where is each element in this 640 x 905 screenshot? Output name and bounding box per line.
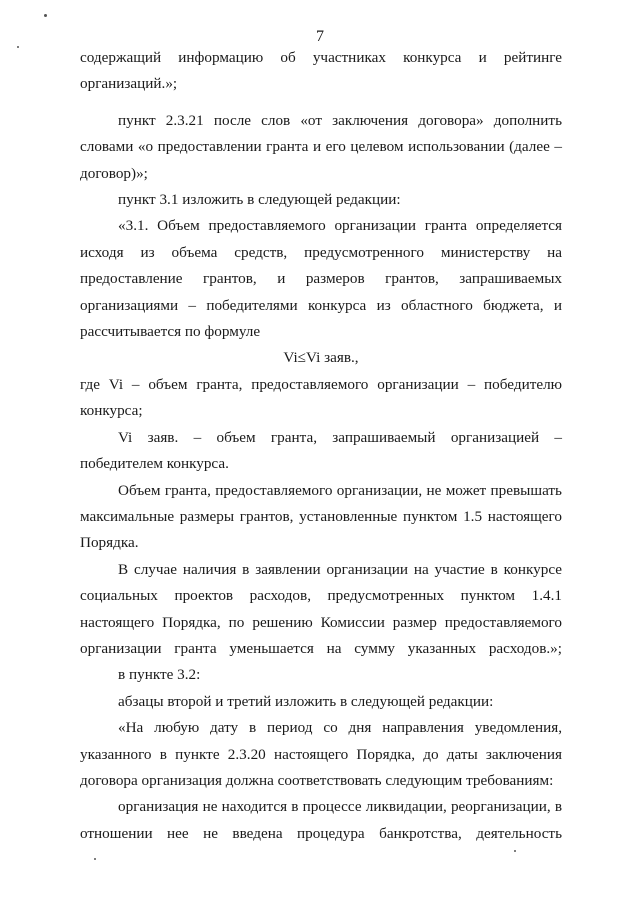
paragraph: в пункте 3.2: — [118, 666, 201, 684]
page-number: 7 — [316, 28, 324, 45]
paragraph: организация не находится в процессе ликвидации, реорганизации, в отношении нее не введена процедура банкротства, деятельность — [80, 798, 562, 842]
scan-speck — [44, 14, 47, 17]
scan-speck — [514, 850, 516, 852]
paragraph: «На любую дату в период со дня направления уведомления, указанного в пункте 2.3.20 настоящего Порядка, до даты заключения договора организация должна соответствовать следующим требованиям: — [80, 719, 562, 789]
paragraph: Объем гранта, предоставляемого организации, не может превышать максимальные размеры грантов, установленные пунктом 1.5 настоящего Порядка. — [80, 481, 562, 552]
paragraph: В случае наличия в заявлении организации на участие в конкурсе социальных проектов расходов, предусмотренных пунктом 1.4.1 настоящего Порядка, по решению Комиссии размер предоставляемого организации гранта уменьшается на сумму указанных расходов.»; — [80, 560, 562, 657]
paragraph: «3.1. Объем предоставляемого организации гранта определяется исходя из объема средств, предусмотренного министерству на предоставление грантов, и размеров грантов, запрашиваемых организациями – победителями конкурса из областного бюджета, и рассчитывается по формуле — [80, 217, 562, 341]
paragraph: содержащий информацию об участниках конкурса и рейтинге организаций.»; — [80, 49, 562, 93]
formula: Vi≤Vi заяв., — [283, 349, 359, 367]
scan-speck — [94, 858, 96, 860]
paragraph: пункт 2.3.21 после слов «от заключения договора» дополнить словами «о предоставлении гранта и его целевом использовании (далее – договор)»; — [80, 111, 562, 182]
scan-speck — [17, 46, 19, 48]
paragraph: абзацы второй и третий изложить в следующей редакции: — [118, 692, 494, 710]
document-body — [80, 45, 562, 847]
paragraph: где Vi – объем гранта, предоставляемого организации – победителю конкурса; — [80, 375, 562, 420]
paragraph: Vi заяв. – объем гранта, запрашиваемый организацией – победителем конкурса. — [80, 428, 562, 473]
paragraph: пункт 3.1 изложить в следующей редакции: — [118, 191, 401, 209]
